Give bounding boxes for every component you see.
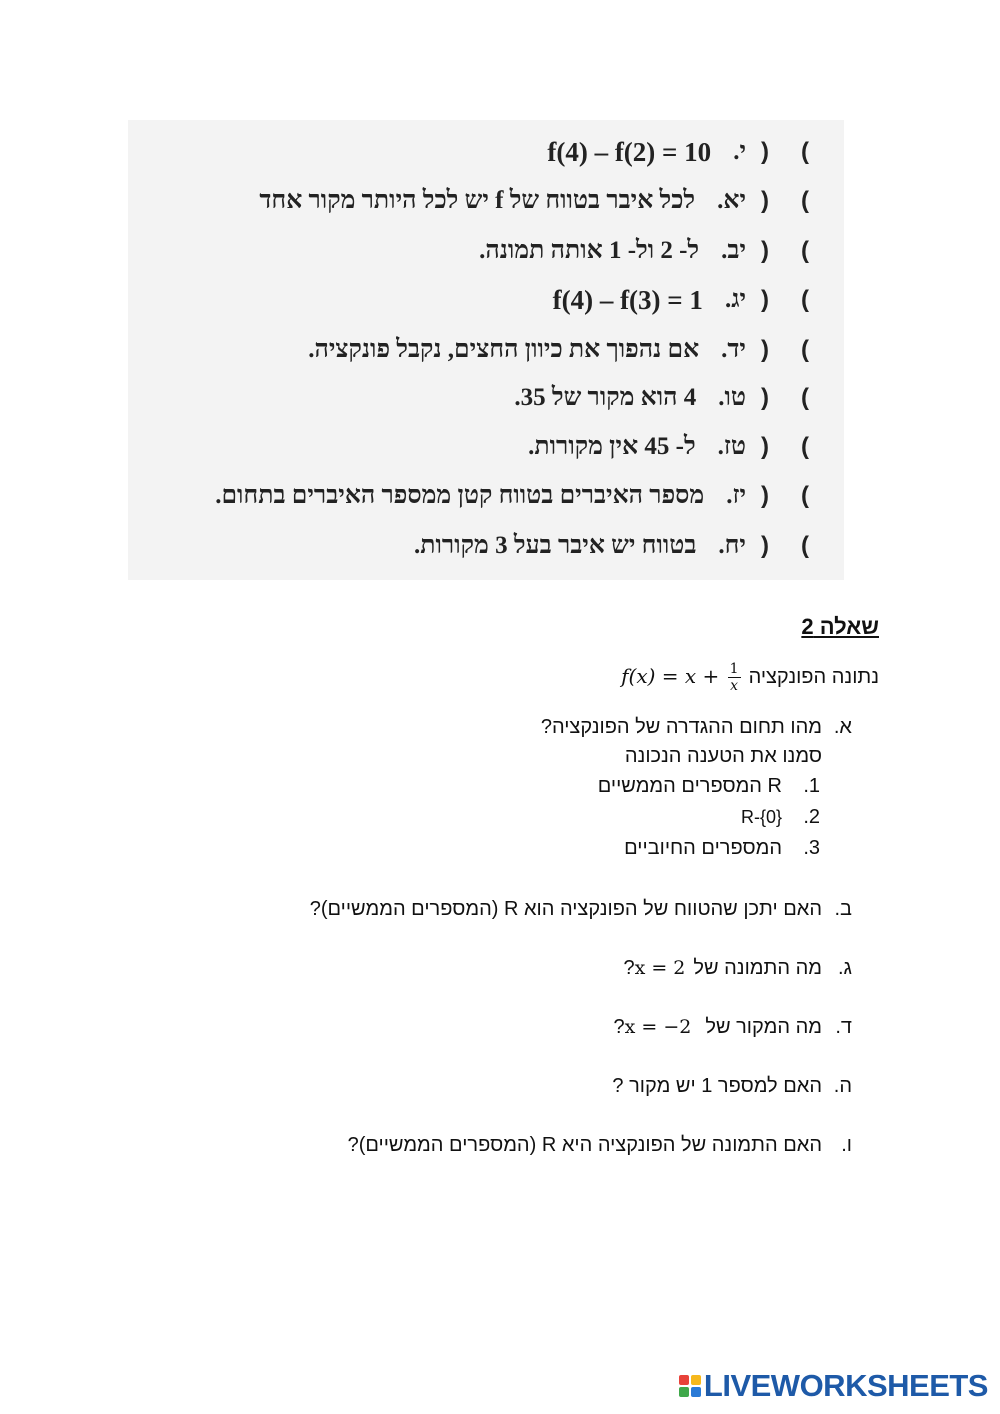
statement-label: יח. — [718, 532, 746, 559]
item-label: ג. — [837, 956, 852, 979]
option-1[interactable] — [598, 772, 820, 800]
option-3[interactable] — [624, 834, 820, 862]
statement-text: בטווח יש איבר בעל 3 מקורות. — [414, 532, 697, 559]
statement-label: טז. — [717, 433, 746, 460]
statement-label: יד. — [721, 336, 746, 363]
option-2[interactable] — [741, 803, 820, 831]
question-item-f — [348, 1131, 852, 1159]
function-formula — [621, 661, 742, 694]
question-item-e — [612, 1072, 852, 1100]
answer-box[interactable]: ( — [801, 433, 809, 460]
statement-text: לכל איבר בטווח של f יש לכל היותר מקור אחד — [259, 187, 696, 214]
option-text: R-{0} — [740, 806, 782, 827]
logo-icon — [679, 1375, 701, 1397]
statement-row: ( ) יא. לכל איבר בטווח של f יש לכל היותר מקור אחד — [259, 181, 814, 221]
inline-math: x = −2 — [624, 1016, 692, 1038]
fraction-denominator: x — [730, 677, 739, 694]
question-title: שאלה 2 — [801, 614, 879, 639]
item-text: מה המקור של — [705, 1015, 822, 1038]
item-label: ו. — [841, 1133, 852, 1156]
logo-text: LIVEWORKSHEETS — [703, 1368, 988, 1403]
answer-box[interactable]: ( — [801, 336, 809, 363]
question-mark: ? — [623, 956, 635, 979]
statement-label: יב. — [721, 237, 746, 264]
question-item-d — [614, 1013, 852, 1041]
statement-text: f(4) – f(2) = 10 — [547, 136, 712, 167]
item-label: ה. — [833, 1074, 852, 1097]
statement-row: ( ) טז. ל- 45 אין מקורות. — [528, 427, 814, 467]
statement-row: ( ) יד. אם נהפוך את כיוון החצים, נקבל פונקציה. — [308, 330, 814, 370]
formula-lhs: f(x) = x + — [621, 663, 720, 688]
statement-text: 4 הוא מקור של 35. — [514, 384, 697, 411]
statement-text: ל- 2 ול- 1 אותה תמונה. — [479, 237, 700, 264]
question-item-c — [623, 954, 852, 982]
statement-label: טו. — [718, 384, 746, 411]
statement-text: f(4) – f(3) = 1 — [552, 284, 703, 315]
question-mark: ? — [613, 1015, 625, 1038]
statement-row: ( ) טו. 4 הוא מקור של 35. — [514, 378, 814, 418]
item-label: א. — [833, 715, 852, 738]
scanned-statements-image — [128, 120, 844, 580]
item-text: האם יתכן שהטווח של הפונקציה הוא R (המספרים הממשיים)? — [309, 897, 822, 920]
option-text: R המספרים הממשיים — [597, 774, 782, 797]
question-item-b — [310, 895, 852, 923]
instruction-line — [625, 742, 852, 770]
item-text: מה התמונה של — [693, 956, 822, 979]
answer-box[interactable]: ( — [801, 532, 809, 559]
answer-box[interactable]: ( — [801, 237, 809, 264]
statement-row: ( ) יז. מספר האיברים בטווח קטן ממספר האיברים בתחום. — [215, 476, 814, 516]
item-text: האם התמונה של הפונקציה היא R (המספרים הממשיים)? — [347, 1133, 822, 1156]
item-label: ד. — [835, 1015, 852, 1038]
item-text: סמנו את הטענה הנכונה — [624, 744, 822, 767]
given-text: נתונה הפונקציה — [748, 665, 879, 688]
option-label: 2. — [803, 805, 820, 828]
option-label: 3. — [803, 836, 820, 859]
statement-row: ( ) יב. ל- 2 ול- 1 אותה תמונה. — [479, 231, 814, 271]
answer-box[interactable]: ( — [801, 187, 809, 214]
item-label: ב. — [834, 897, 852, 920]
fraction — [728, 661, 741, 694]
option-text: המספרים החיוביים — [624, 836, 782, 859]
statement-text: אם נהפוך את כיוון החצים, נקבל פונקציה. — [308, 336, 700, 363]
inline-math: x = 2 — [634, 957, 686, 979]
statement-text: ל- 45 אין מקורות. — [528, 433, 696, 460]
liveworksheets-logo[interactable] — [679, 1368, 988, 1404]
answer-box[interactable]: ( — [801, 138, 809, 165]
option-label: 1. — [803, 774, 820, 797]
answer-box[interactable]: ( — [801, 482, 809, 509]
item-text: מהו תחום ההגדרה של הפונקציה? — [540, 715, 822, 738]
statement-label: י. — [733, 138, 746, 165]
statement-row: ( ) יג. f(4) – f(3) = 1 — [553, 280, 814, 320]
answer-box[interactable]: ( — [801, 384, 809, 411]
question-item-a — [541, 713, 852, 741]
statement-label: יז. — [726, 482, 746, 509]
given-function — [621, 654, 879, 700]
statement-row: ( ) י. f(4) – f(2) = 10 — [547, 132, 814, 172]
statement-label: יג. — [724, 286, 746, 313]
statement-text: מספר האיברים בטווח קטן ממספר האיברים בתחום. — [215, 482, 705, 509]
statement-row: ( ) יח. בטווח יש איבר בעל 3 מקורות. — [414, 526, 814, 566]
item-text: האם למספר 1 יש מקור ? — [612, 1074, 822, 1097]
statement-label: יא. — [717, 187, 746, 214]
fraction-numerator: 1 — [729, 660, 739, 677]
answer-box[interactable]: ( — [801, 286, 809, 313]
